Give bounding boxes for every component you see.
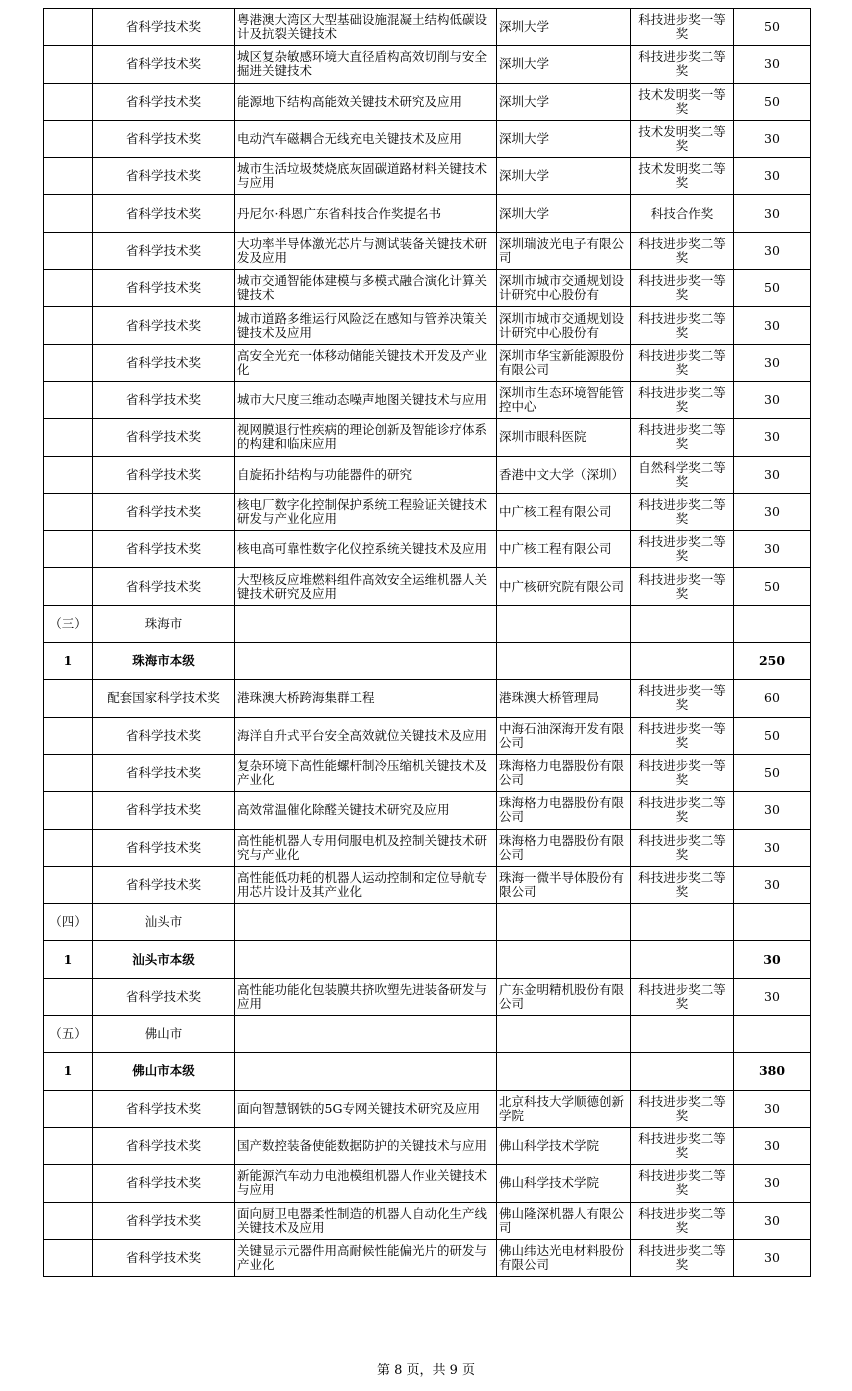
row-number-cell	[44, 381, 93, 418]
row-number-cell	[44, 83, 93, 120]
subtotal-amount-cell: 30	[734, 941, 811, 978]
amount-cell: 50	[734, 717, 811, 754]
amount-cell: 30	[734, 829, 811, 866]
project-name-cell: 丹尼尔·科恩广东省科技合作奖提名书	[235, 195, 497, 232]
award-category-cell: 省科学技术奖	[93, 792, 235, 829]
amount-cell: 30	[734, 1239, 811, 1276]
row-number-cell	[44, 829, 93, 866]
amount-cell: 30	[734, 792, 811, 829]
project-name-cell: 城市生活垃圾焚烧底灰固碳道路材料关键技术与应用	[235, 158, 497, 195]
row-number-cell	[44, 531, 93, 568]
award-level-cell: 科技进步奖二等奖	[631, 344, 734, 381]
table-row	[44, 1239, 811, 1276]
table-row	[44, 419, 811, 456]
row-number-cell	[44, 120, 93, 157]
amount-cell: 30	[734, 419, 811, 456]
section-row	[44, 1016, 811, 1053]
amount-cell: 30	[734, 493, 811, 530]
award-category-cell: 省科学技术奖	[93, 456, 235, 493]
unit-name-cell: 深圳大学	[497, 120, 631, 157]
award-category-cell: 省科学技术奖	[93, 568, 235, 605]
empty-cell	[631, 1016, 734, 1053]
project-name-cell: 关键显示元器件用高耐候性能偏光片的研发与产业化	[235, 1239, 497, 1276]
award-category-cell: 省科学技术奖	[93, 1202, 235, 1239]
row-number-cell	[44, 195, 93, 232]
award-category-cell: 省科学技术奖	[93, 158, 235, 195]
empty-cell	[497, 904, 631, 941]
section-row	[44, 904, 811, 941]
project-name-cell: 大型核反应堆燃料组件高效安全运维机器人关键技术研究及应用	[235, 568, 497, 605]
empty-cell	[734, 904, 811, 941]
row-number-cell	[44, 9, 93, 46]
project-name-cell: 粤港澳大湾区大型基础设施混凝土结构低碳设计及抗裂关键技术	[235, 9, 497, 46]
amount-cell: 30	[734, 1165, 811, 1202]
award-level-cell: 技术发明奖一等奖	[631, 83, 734, 120]
award-category-cell: 省科学技术奖	[93, 9, 235, 46]
table-row	[44, 1165, 811, 1202]
table-row	[44, 792, 811, 829]
table-row	[44, 381, 811, 418]
table-row	[44, 1127, 811, 1164]
unit-name-cell: 深圳大学	[497, 83, 631, 120]
row-number-cell	[44, 792, 93, 829]
unit-name-cell: 深圳大学	[497, 9, 631, 46]
row-number-cell	[44, 1165, 93, 1202]
amount-cell: 30	[734, 46, 811, 83]
empty-cell	[235, 643, 497, 680]
amount-cell: 30	[734, 531, 811, 568]
project-name-cell: 大功率半导体激光芯片与测试装备关键技术研发及应用	[235, 232, 497, 269]
award-level-cell: 科技进步奖二等奖	[631, 493, 734, 530]
unit-name-cell: 深圳市城市交通规划设计研究中心股份有	[497, 270, 631, 307]
table-row	[44, 158, 811, 195]
amount-cell: 50	[734, 754, 811, 791]
project-name-cell: 面向厨卫电器柔性制造的机器人自动化生产线关键技术及应用	[235, 1202, 497, 1239]
unit-name-cell: 中海石油深海开发有限公司	[497, 717, 631, 754]
row-number-cell	[44, 307, 93, 344]
award-level-cell: 科技进步奖二等奖	[631, 978, 734, 1015]
project-name-cell: 城市道路多维运行风险泛在感知与管养决策关键技术及应用	[235, 307, 497, 344]
table-row	[44, 680, 811, 717]
award-category-cell: 配套国家科学技术奖	[93, 680, 235, 717]
unit-name-cell: 深圳瑞波光电子有限公司	[497, 232, 631, 269]
amount-cell: 30	[734, 307, 811, 344]
row-number-cell	[44, 866, 93, 903]
unit-name-cell: 深圳大学	[497, 158, 631, 195]
unit-name-cell: 佛山隆深机器人有限公司	[497, 1202, 631, 1239]
empty-cell	[734, 1016, 811, 1053]
empty-cell	[631, 1053, 734, 1090]
section-name-cell: 佛山市	[93, 1016, 235, 1053]
amount-cell: 30	[734, 195, 811, 232]
subtotal-name-cell: 佛山市本级	[93, 1053, 235, 1090]
unit-name-cell: 珠海格力电器股份有限公司	[497, 829, 631, 866]
table-row	[44, 978, 811, 1015]
row-number-cell	[44, 568, 93, 605]
amount-cell: 50	[734, 568, 811, 605]
project-name-cell: 电动汽车磁耦合无线充电关键技术及应用	[235, 120, 497, 157]
amount-cell: 30	[734, 1202, 811, 1239]
subtotal-number-cell: 1	[44, 1053, 93, 1090]
award-level-cell: 科技进步奖二等奖	[631, 381, 734, 418]
table-row	[44, 1202, 811, 1239]
table-row	[44, 270, 811, 307]
section-name-cell: 珠海市	[93, 605, 235, 642]
award-category-cell: 省科学技术奖	[93, 270, 235, 307]
table-row	[44, 307, 811, 344]
project-name-cell: 港珠澳大桥跨海集群工程	[235, 680, 497, 717]
row-number-cell	[44, 754, 93, 791]
row-number-cell	[44, 344, 93, 381]
section-number-cell: （三）	[44, 605, 93, 642]
empty-cell	[497, 1016, 631, 1053]
project-name-cell: 视网膜退行性疾病的理论创新及智能诊疗体系的构建和临床应用	[235, 419, 497, 456]
table-row	[44, 120, 811, 157]
amount-cell: 50	[734, 270, 811, 307]
award-category-cell: 省科学技术奖	[93, 419, 235, 456]
row-number-cell	[44, 493, 93, 530]
unit-name-cell: 中广核研究院有限公司	[497, 568, 631, 605]
project-name-cell: 国产数控装备使能数据防护的关键技术与应用	[235, 1127, 497, 1164]
award-category-cell: 省科学技术奖	[93, 1165, 235, 1202]
subtotal-number-cell: 1	[44, 941, 93, 978]
award-category-cell: 省科学技术奖	[93, 829, 235, 866]
award-category-cell: 省科学技术奖	[93, 83, 235, 120]
subtotal-number-cell: 1	[44, 643, 93, 680]
table-row	[44, 195, 811, 232]
project-name-cell: 新能源汽车动力电池模组机器人作业关键技术与应用	[235, 1165, 497, 1202]
unit-name-cell: 深圳市生态环境智能管控中心	[497, 381, 631, 418]
award-level-cell: 技术发明奖二等奖	[631, 120, 734, 157]
row-number-cell	[44, 1127, 93, 1164]
unit-name-cell: 北京科技大学顺德创新学院	[497, 1090, 631, 1127]
row-number-cell	[44, 717, 93, 754]
row-number-cell	[44, 270, 93, 307]
empty-cell	[631, 904, 734, 941]
award-level-cell: 科技进步奖一等奖	[631, 568, 734, 605]
table-row	[44, 344, 811, 381]
empty-cell	[631, 643, 734, 680]
table-row	[44, 456, 811, 493]
table-row	[44, 9, 811, 46]
award-level-cell: 科技进步奖二等奖	[631, 307, 734, 344]
project-name-cell: 高安全光充一体移动储能关键技术开发及产业化	[235, 344, 497, 381]
unit-name-cell: 深圳市城市交通规划设计研究中心股份有	[497, 307, 631, 344]
award-category-cell: 省科学技术奖	[93, 344, 235, 381]
section-number-cell: （四）	[44, 904, 93, 941]
row-number-cell	[44, 232, 93, 269]
subtotal-amount-cell: 250	[734, 643, 811, 680]
subtotal-name-cell: 珠海市本级	[93, 643, 235, 680]
award-category-cell: 省科学技术奖	[93, 307, 235, 344]
amount-cell: 30	[734, 1127, 811, 1164]
section-row	[44, 605, 811, 642]
unit-name-cell: 佛山科学技术学院	[497, 1127, 631, 1164]
unit-name-cell: 深圳大学	[497, 195, 631, 232]
table-row	[44, 829, 811, 866]
award-level-cell: 科技进步奖二等奖	[631, 829, 734, 866]
unit-name-cell: 珠海格力电器股份有限公司	[497, 792, 631, 829]
award-level-cell: 科技进步奖二等奖	[631, 46, 734, 83]
table-row	[44, 232, 811, 269]
subtotal-row	[44, 643, 811, 680]
award-level-cell: 科技进步奖二等奖	[631, 232, 734, 269]
project-name-cell: 城市大尺度三维动态噪声地图关键技术与应用	[235, 381, 497, 418]
unit-name-cell: 中广核工程有限公司	[497, 493, 631, 530]
award-category-cell: 省科学技术奖	[93, 866, 235, 903]
project-name-cell: 自旋拓扑结构与功能器件的研究	[235, 456, 497, 493]
project-name-cell: 海洋自升式平台安全高效就位关键技术及应用	[235, 717, 497, 754]
project-name-cell: 高性能功能化包装膜共挤吹塑先进装备研发与应用	[235, 978, 497, 1015]
award-level-cell: 自然科学奖二等奖	[631, 456, 734, 493]
award-level-cell: 科技进步奖一等奖	[631, 270, 734, 307]
award-level-cell: 科技进步奖二等奖	[631, 1202, 734, 1239]
section-number-cell: （五）	[44, 1016, 93, 1053]
amount-cell: 30	[734, 978, 811, 1015]
award-category-cell: 省科学技术奖	[93, 46, 235, 83]
empty-cell	[235, 904, 497, 941]
award-level-cell: 科技进步奖二等奖	[631, 531, 734, 568]
award-level-cell: 科技进步奖二等奖	[631, 792, 734, 829]
award-category-cell: 省科学技术奖	[93, 232, 235, 269]
project-name-cell: 核电高可靠性数字化仪控系统关键技术及应用	[235, 531, 497, 568]
empty-cell	[497, 941, 631, 978]
table-row	[44, 717, 811, 754]
row-number-cell	[44, 1202, 93, 1239]
empty-cell	[235, 605, 497, 642]
unit-name-cell: 深圳市眼科医院	[497, 419, 631, 456]
award-level-cell: 科技进步奖一等奖	[631, 717, 734, 754]
award-category-cell: 省科学技术奖	[93, 1127, 235, 1164]
empty-cell	[235, 1016, 497, 1053]
row-number-cell	[44, 1239, 93, 1276]
unit-name-cell: 深圳大学	[497, 46, 631, 83]
unit-name-cell: 珠海一微半导体股份有限公司	[497, 866, 631, 903]
page-number: 第 8 页，共 9 页	[376, 1363, 476, 1378]
award-level-cell: 科技进步奖二等奖	[631, 1090, 734, 1127]
section-name-cell: 汕头市	[93, 904, 235, 941]
amount-cell: 30	[734, 120, 811, 157]
empty-cell	[497, 643, 631, 680]
award-level-cell: 科技进步奖二等奖	[631, 419, 734, 456]
amount-cell: 30	[734, 1090, 811, 1127]
empty-cell	[631, 941, 734, 978]
project-name-cell: 城区复杂敏感环境大直径盾构高效切削与安全掘进关键技术	[235, 46, 497, 83]
project-name-cell: 核电厂数字化控制保护系统工程验证关键技术研发与产业化应用	[235, 493, 497, 530]
award-category-cell: 省科学技术奖	[93, 381, 235, 418]
unit-name-cell: 香港中文大学（深圳）	[497, 456, 631, 493]
unit-name-cell: 佛山科学技术学院	[497, 1165, 631, 1202]
row-number-cell	[44, 419, 93, 456]
project-name-cell: 高效常温催化除醛关键技术研究及应用	[235, 792, 497, 829]
award-level-cell: 科技进步奖二等奖	[631, 866, 734, 903]
subtotal-name-cell: 汕头市本级	[93, 941, 235, 978]
row-number-cell	[44, 46, 93, 83]
amount-cell: 30	[734, 866, 811, 903]
unit-name-cell: 港珠澳大桥管理局	[497, 680, 631, 717]
award-category-cell: 省科学技术奖	[93, 531, 235, 568]
award-level-cell: 科技进步奖二等奖	[631, 1239, 734, 1276]
row-number-cell	[44, 456, 93, 493]
empty-cell	[631, 605, 734, 642]
table-body	[44, 9, 811, 1277]
award-level-cell: 科技进步奖一等奖	[631, 9, 734, 46]
unit-name-cell: 广东金明精机股份有限公司	[497, 978, 631, 1015]
empty-cell	[497, 1053, 631, 1090]
project-name-cell: 高性能机器人专用伺服电机及控制关键技术研究与产业化	[235, 829, 497, 866]
project-name-cell: 城市交通智能体建模与多模式融合演化计算关键技术	[235, 270, 497, 307]
unit-name-cell: 珠海格力电器股份有限公司	[497, 754, 631, 791]
amount-cell: 30	[734, 232, 811, 269]
award-level-cell: 技术发明奖二等奖	[631, 158, 734, 195]
project-name-cell: 高性能低功耗的机器人运动控制和定位导航专用芯片设计及其产业化	[235, 866, 497, 903]
table-row	[44, 493, 811, 530]
award-category-cell: 省科学技术奖	[93, 195, 235, 232]
row-number-cell	[44, 158, 93, 195]
award-category-cell: 省科学技术奖	[93, 754, 235, 791]
subtotal-row	[44, 941, 811, 978]
subtotal-row	[44, 1053, 811, 1090]
amount-cell: 30	[734, 456, 811, 493]
subtotal-amount-cell: 380	[734, 1053, 811, 1090]
award-category-cell: 省科学技术奖	[93, 493, 235, 530]
row-number-cell	[44, 978, 93, 1015]
project-name-cell: 复杂环境下高性能螺杆制冷压缩机关键技术及产业化	[235, 754, 497, 791]
award-level-cell: 科技合作奖	[631, 195, 734, 232]
unit-name-cell: 中广核工程有限公司	[497, 531, 631, 568]
table-row	[44, 1090, 811, 1127]
award-funding-table	[43, 8, 811, 1277]
amount-cell: 50	[734, 9, 811, 46]
unit-name-cell: 佛山纬达光电材料股份有限公司	[497, 1239, 631, 1276]
table-row	[44, 531, 811, 568]
award-level-cell: 科技进步奖二等奖	[631, 1127, 734, 1164]
empty-cell	[734, 605, 811, 642]
award-category-cell: 省科学技术奖	[93, 120, 235, 157]
table-row	[44, 46, 811, 83]
award-level-cell: 科技进步奖一等奖	[631, 680, 734, 717]
empty-cell	[497, 605, 631, 642]
empty-cell	[235, 1053, 497, 1090]
award-level-cell: 科技进步奖二等奖	[631, 1165, 734, 1202]
row-number-cell	[44, 1090, 93, 1127]
project-name-cell: 能源地下结构高能效关键技术研究及应用	[235, 83, 497, 120]
award-category-cell: 省科学技术奖	[93, 978, 235, 1015]
table-row	[44, 754, 811, 791]
award-level-cell: 科技进步奖一等奖	[631, 754, 734, 791]
amount-cell: 60	[734, 680, 811, 717]
amount-cell: 30	[734, 381, 811, 418]
table-row	[44, 568, 811, 605]
table-row	[44, 866, 811, 903]
amount-cell: 50	[734, 83, 811, 120]
unit-name-cell: 深圳市华宝新能源股份有限公司	[497, 344, 631, 381]
award-category-cell: 省科学技术奖	[93, 1090, 235, 1127]
table-row	[44, 83, 811, 120]
amount-cell: 30	[734, 344, 811, 381]
award-category-cell: 省科学技术奖	[93, 1239, 235, 1276]
project-name-cell: 面向智慧钢铁的5G专网关键技术研究及应用	[235, 1090, 497, 1127]
empty-cell	[235, 941, 497, 978]
row-number-cell	[44, 680, 93, 717]
award-category-cell: 省科学技术奖	[93, 717, 235, 754]
amount-cell: 30	[734, 158, 811, 195]
